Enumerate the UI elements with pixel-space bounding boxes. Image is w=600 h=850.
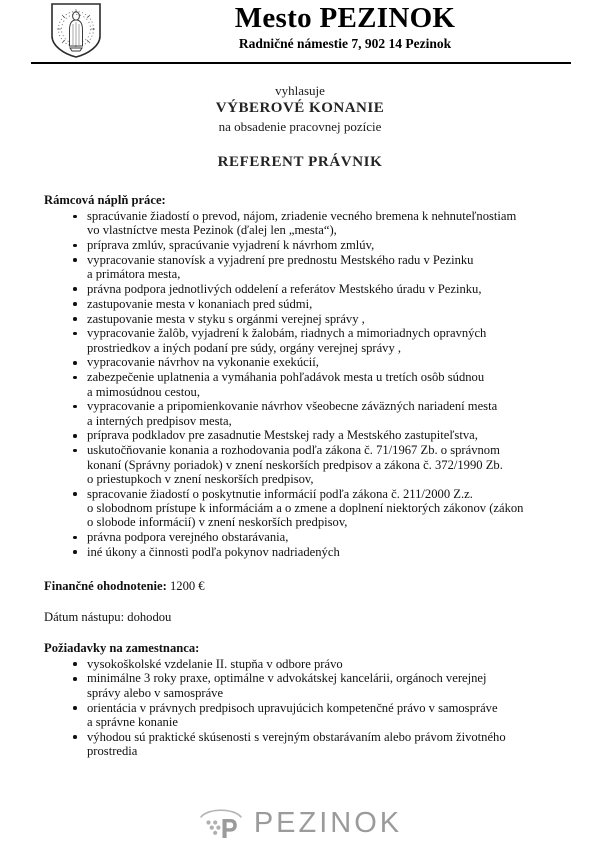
list-item-line: vypracovanie a pripomienkovanie návrhov všeobecne záväzných nariadení mesta [87, 399, 498, 414]
list-item [73, 326, 574, 355]
requirements-heading: Požiadavky na zamestnanca: [44, 640, 200, 655]
duties-heading: Rámcová náplň práce: [44, 193, 166, 207]
list-item [73, 312, 574, 326]
list-item-line: správy alebo v samospráve [87, 685, 224, 700]
list-item-line: a mimosúdnou cestou, [87, 384, 200, 399]
list-item-line: príprava zmlúv, spracúvanie vyjadrení k návrhom zmlúv, [87, 238, 375, 253]
compensation-label: Finančné ohodnotenie: [44, 578, 167, 593]
list-item-line: vypracovanie stanovísk a vyjadrení pre prednostu Mestského radu v Pezinku [87, 252, 474, 267]
footer-wordmark: PEZINOK [253, 807, 403, 839]
requirements-list [44, 657, 574, 759]
list-item-line: spracúvanie žiadostí o prevod, nájom, zriadenie vecného bremena k nehnuteľnostiam [87, 209, 517, 223]
list-item [73, 545, 574, 559]
pezinok-grapes-p-logo-icon [198, 806, 244, 840]
list-item-line: a primátora mesta, [87, 267, 181, 282]
list-item-line: o slobodnom prístupe k informáciám a o zmene a doplnení niektorých zákonov (zákon [87, 500, 524, 515]
start-date-line [44, 609, 574, 625]
spacer [44, 594, 574, 609]
spacer [44, 560, 574, 578]
list-item [73, 355, 574, 369]
list-item-line: zastupovanie mesta v styku s orgánmi verejnej správy , [87, 311, 365, 326]
compensation-line [44, 578, 574, 594]
list-item-line: konaní (Správny poriadok) v znení neskorších predpisov a zákona č. 372/1990 Zb. [87, 457, 503, 472]
list-item-line: vypracovanie žalôb, vyjadrení k žalobám, riadnych a mimoriadnych opravných [87, 326, 487, 341]
letterhead-text [110, 0, 580, 52]
list-item [73, 399, 574, 428]
list-item-line: o priestupkoch v znení neskorších predpisov, [87, 471, 314, 486]
list-item [73, 297, 574, 311]
list-item-line: prostriedkov a iných podaní pre súdy, orgány verejnej správy , [87, 340, 402, 355]
list-item [73, 238, 574, 252]
list-item-line: prostredia [87, 743, 138, 758]
list-item [73, 657, 574, 671]
list-item-line: minimálne 3 roky praxe, optimálne v advokátskej kancelárii, orgánoch verejnej [87, 671, 487, 686]
list-item [73, 530, 574, 544]
list-item [73, 730, 574, 759]
list-item-line: právna podpora verejného obstarávania, [87, 530, 289, 545]
list-item-line: zabezpečenie uplatnenia a vymáhania pohľadávok mesta u tretích osôb súdnou [87, 370, 485, 385]
document-body [0, 192, 600, 758]
list-item-line: zastupovanie mesta v konaniach pred súdmi, [87, 296, 313, 311]
announcement-block [0, 82, 600, 172]
list-item-line: právna podpora jednotlivých oddelení a referátov Mestského úradu v Pezinku, [87, 281, 482, 296]
list-item-line: vo vlastníctve mesta Pezinok (ďalej len „mesta“), [87, 223, 337, 238]
list-item [73, 428, 574, 442]
start-date-value: dohodou [127, 609, 172, 624]
list-item [73, 209, 574, 238]
start-date-label: Dátum nástupu: [44, 609, 125, 624]
letterhead [0, 0, 600, 60]
list-item [73, 253, 574, 282]
list-item [73, 671, 574, 700]
header-divider [31, 62, 571, 64]
list-item-line: príprava podkladov pre zasadnutie Mestskej rady a Mestského zastupiteľstva, [87, 428, 478, 443]
list-item-line: výhodou sú praktické skúsenosti s verejným obstarávaním alebo právom životného [87, 729, 506, 744]
list-item-line: orientácia v právnych predpisoch upravujúcich kompetenčné právo v samospráve [87, 700, 498, 715]
list-item [73, 282, 574, 296]
announce-role-title: REFERENT PRÁVNIK [217, 154, 383, 170]
announce-verb: vyhlasuje [275, 83, 325, 98]
pezinok-coat-of-arms-icon [48, 2, 104, 58]
duties-list [44, 209, 574, 559]
spacer [44, 625, 574, 640]
list-item [73, 443, 574, 486]
list-item [73, 487, 574, 530]
list-item-line: spracovanie žiadostí o poskytnutie informácií podľa zákona č. 211/2000 Z.z. [87, 486, 473, 501]
list-item-line: iné úkony a činnosti podľa pokynov nadriadených [87, 544, 340, 559]
list-item-line: a správne konanie [87, 714, 178, 729]
list-item [73, 701, 574, 730]
list-item-line: a interných predpisov mesta, [87, 413, 232, 428]
announce-position-intro: na obsadenie pracovnej pozície [218, 119, 382, 134]
organization-address: Radničné námestie 7, 902 14 Pezinok [238, 36, 452, 51]
list-item-line: vypracovanie návrhov na vykonanie exekúcií, [87, 355, 319, 370]
list-item-line: uskutočňovanie konania a rozhodovania podľa zákona č. 71/1967 Zb. o správnom [87, 443, 500, 458]
list-item [73, 370, 574, 399]
list-item-line: o slobode informácií) v znení neskorších predpisov, [87, 515, 348, 530]
announce-procedure-title: VÝBEROVÉ KONANIE [215, 100, 385, 116]
footer-logo [0, 806, 600, 840]
list-item-line: vysokoškolské vzdelanie II. stupňa v odbore právo [87, 656, 343, 671]
organization-title: Mesto PEZINOK [234, 2, 456, 34]
compensation-value: 1200 € [169, 578, 205, 593]
